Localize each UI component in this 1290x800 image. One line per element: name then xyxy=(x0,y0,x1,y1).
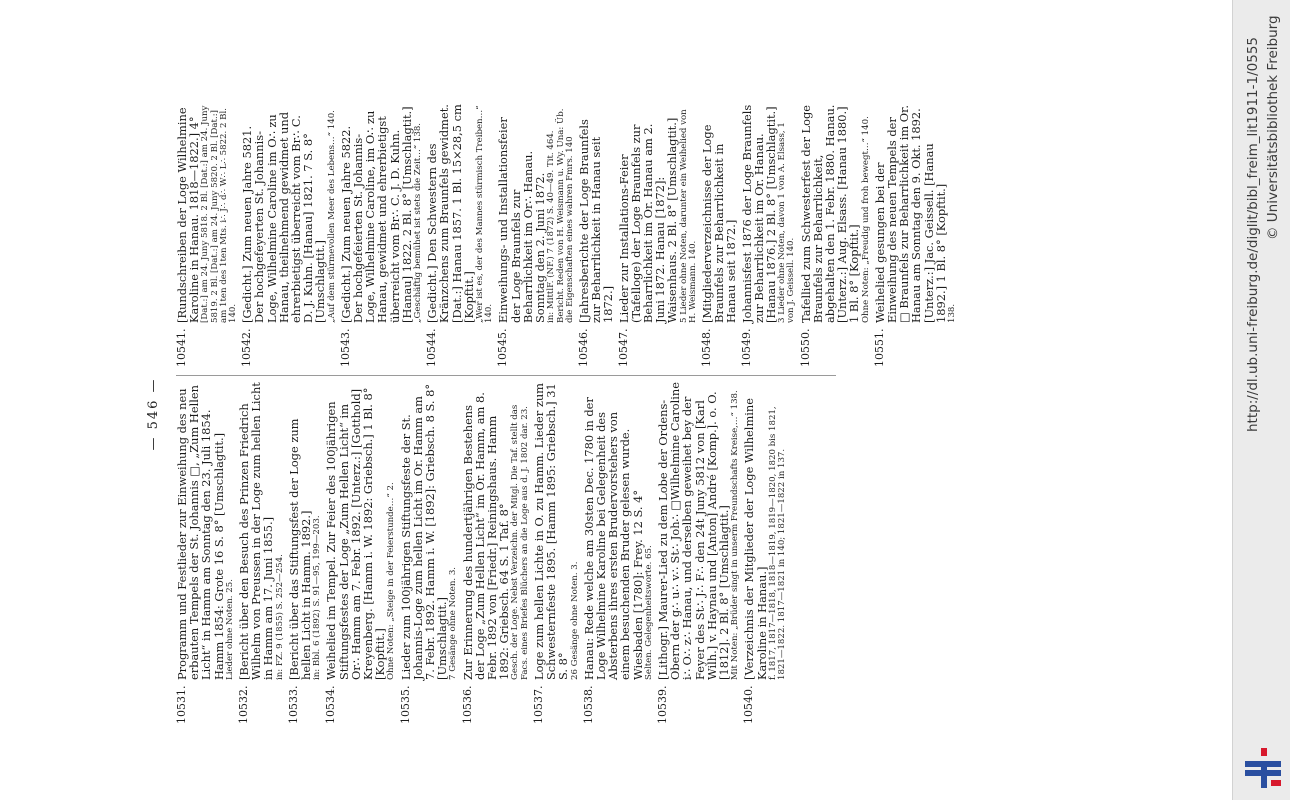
bibliography-entry xyxy=(874,104,957,367)
entry-text: [Gedicht.] Zum neuen Jahre 5822. Der hochgefeierten St. Johannis-Loge, Wilhelmine Caroline, im O∴ zu Hanau, gewidmet und ehrerbietigst überreicht vom Br∴ C. J. D. Kuhn. [Hanau] 1822. 2 Bl. 8° [Umschlagtit.] xyxy=(338,106,414,323)
bibliography-entry xyxy=(578,104,615,367)
entry-number: 10540. xyxy=(742,685,756,724)
permalink-url[interactable]: http://dl.ub.uni-freiburg.de/diglit/bibl_freim_lit1911-1/0555 xyxy=(1245,36,1261,432)
ub-freiburg-logo-icon[interactable] xyxy=(1241,748,1285,788)
entry-number: 10549. xyxy=(739,328,753,367)
bibliography-entry xyxy=(400,382,459,724)
entry-number: 10536. xyxy=(460,685,474,724)
bibliography-entry xyxy=(340,104,423,367)
bibliography-entry xyxy=(800,104,871,367)
bibliography-entry xyxy=(701,104,738,367)
entry-number: 10531. xyxy=(175,685,188,724)
entry-note: Lieder ohne Noten. 25. xyxy=(224,579,235,680)
entry-number: 10550. xyxy=(798,328,812,367)
entry-note: Mit Noten: „Brüder singt in unserm Freundschafts Kreise,…“ 138. xyxy=(730,390,741,680)
entry-number: 10539. xyxy=(655,685,669,724)
entry-text: Einweihungs- und Installationsfeier der Loge Braunfels zur Beharrlichkeit im Or∴ Hanau. Sonntag den 2. Juni 1872. xyxy=(496,117,548,323)
entry-number: 10535. xyxy=(398,685,412,724)
bibliography-entry xyxy=(288,382,323,724)
entry-text: [Bericht über den Besuch des Prinzen Friedrich Wilhelm von Preussen in der Loge zum hellen Licht in Hamm am 17. Juni 1855.] xyxy=(237,382,276,680)
entry-text: Tafellied zum Schwesterfest der Loge Braunfels zur Beharrlichkeit, abgehalten den 1. Febr. 1880. Hanau. [Unterz.:] Aug. Elsass. [Hanau 1880.] 1 Bl. 8° [Kopftit.] xyxy=(798,104,862,323)
entry-text: Zur Erinnerung des hundertjährigen Bestehens der Loge „Zum Hellen Licht“ im Or. Hamm, am 8. Febr. 1892 von [Friedr.] Reiningshaus. Hamm 1892: Griebsch. 64 S. 1 Taf. 8° xyxy=(460,392,512,680)
entry-text: [Lithogr.] Maurer-Lied zu dem Lobe der Ordens-Obern der g∴ u∴ v∴ St∴ Joh∴ □Wilhelmine Caroline i∴ O∴ z∴ Hanau, und derselben geweihet bey der Feyer des St∴ J∴ F∴ den 24t Juny 5812 von [Karl Wilh.] v. Haynau und [Anton] André [Komp.]. o. O. [1812]. 2 Bl. 8° [Umschlagtit.] xyxy=(655,381,731,680)
bibliography-entry xyxy=(176,382,235,724)
entry-number: 10545. xyxy=(496,328,510,367)
entry-note: Ohne Noten: „Steige in der Feierstunde…“ 2. xyxy=(386,482,397,680)
left-column xyxy=(176,382,790,724)
entry-text: Hanau: Rede welche am 30sten Dec. 1780 in der Loge Wilhelmine Karoline bei Gelegenheit des Absterbens ihres ersten Brudervorstehers von einem besuchenden Bruder gelesen wurde. Wiesbaden [1780]: Frey. 12 S. 4° xyxy=(581,397,645,680)
entry-text: Lieder zur Installations-Feier (Tafelloge) der Loge Braunfels zur Beharrlichkeit im Or. Hanau am 2. Juni 1872. Hanau [1872]: Waisenhaus. 2 Bl. 8° [Umschlagtit.] xyxy=(616,117,680,323)
entry-number: 10548. xyxy=(699,328,713,367)
column-divider xyxy=(176,375,836,376)
bibliography-entry xyxy=(618,104,698,367)
entry-text: Weihelied im Tempel. Zur Feier des 100jährigen Stiftungsfestes der Loge „Zum Hellen Licht“ im Or∴ Hamm am 7. Febr. 1892. [Unterz.:] [Gotthold] Kreyenberg. [Hamm i. W. 1892: Griebsch.] 1 Bl. 8° [Kopftit.] xyxy=(324,387,388,680)
entry-note: in: Bbl. 6 (1892) S. 91—95, 199—203. xyxy=(312,515,323,680)
bibliography-entry xyxy=(583,382,654,724)
entry-number: 10542. xyxy=(240,328,254,367)
entry-note: „Wer ist es, der des Mannes stürmisch Treiben…“ 140. xyxy=(475,105,495,323)
entry-note: [Dat.:] am 24. Juny 5818. 2 Bl. [Dat.:] am 24. Juny 5819. 2 Bl. [Dat.:] am 24. Juny 5820. 2 Bl. [Dat.:] am 1ten des 1ten Mts. i∴ J∴ d∴ W∴ L∴ 5822. 2 Bl. 140. xyxy=(200,105,239,323)
bibliography-entry xyxy=(238,382,285,724)
entry-text: Loge zum hellen Lichte in O. zu Hamm. Lieder zum Schwesternfeste 1895. [Hamm 1895: Griebsch.] 31 S. 8° xyxy=(531,383,571,680)
entry-note: 138. xyxy=(947,303,957,323)
bibliography-entry xyxy=(533,382,580,724)
logo-bar-blue-stem xyxy=(1261,761,1267,788)
entry-note: in: MittlF. (NF.) 7 (1872) S. 40—49. Tit. 464. Bericht. Reden von H. Weismann u. Wy. Una: Üb. die Eigenschaften eines wahren Fmrs. 140 xyxy=(546,108,575,323)
bibliography-entry xyxy=(462,382,530,724)
bibliography-entry xyxy=(426,104,494,367)
entry-note: 7 Gesänge ohne Noten. 3. xyxy=(448,566,459,680)
entry-text: [Jahresberichte der Loge Braunfels zur Beharrlichkeit in Hanau seit 1872.] xyxy=(576,119,616,323)
entry-text: [Mitgliederverzeichnisse der Loge Braunfels zur Beharrlichkeit in Hanau seit 1872.] xyxy=(699,124,739,323)
copyright-notice: © Universitätsbibliothek Freiburg xyxy=(1265,15,1281,240)
entry-number: 10538. xyxy=(581,685,595,724)
entry-note: 26 Gesänge ohne Noten. 3. xyxy=(569,561,580,680)
page-number: — 546 — xyxy=(146,377,161,451)
entry-number: 10537. xyxy=(531,685,545,724)
entry-text: [Gedicht.] Den Schwestern des Kränzchens zum Braunfels gewidmet. [Dat.:] Hanau 1857. 1 Bl. 15×28,5 cm [Kopftit.] xyxy=(425,104,476,323)
entry-number: 10532. xyxy=(237,685,251,724)
entry-text: [Gedicht.] Zum neuen Jahre 5821. Der hochgefeyerten St. Johannis-Loge, Wilhelmine Caroline im O∴ zu Hanau, theilnehmend gewidmet und ehrerbietigst überreicht vom Br∴ C. D. J. Kuhn. [Hanau] 1821. 7 S. 8° [Umschlagtit.] xyxy=(240,112,328,323)
bibliography-entry xyxy=(241,104,337,367)
scanned-page xyxy=(146,104,957,724)
entry-number: 10547. xyxy=(616,328,630,367)
logo-bar-red-top xyxy=(1261,748,1267,756)
entry-note: 5 Lieder ohne Noten, darunter ein Weihelied von H. Weismann. 140. xyxy=(678,109,698,323)
entry-text: [Rundschreiben der Loge Wilhelmine Karoline in Hanau. 1818—1822.] 4° xyxy=(175,107,202,323)
entry-text: Lieder zum 100jährigen Stiftungsfeste der St. Johannis-Loge zum hellen Licht im Or. Hamm am 7. Febr. 1892. Hamm i. W. [1892]: Griebsch. 8 S. 8° [Umschlagtit.] xyxy=(398,383,450,680)
entry-number: 10544. xyxy=(425,328,439,367)
bibliography-entry xyxy=(325,382,396,724)
entry-text: Programm und Festlieder zur Einweihung des neu erbauten Tempels der St. Johannis □, „Zum Hellen Licht“ in Hamm am Sonntag den 23. Juli 1854. Hamm 1854: Grote 16 S. 8° [Umschlagtit.] xyxy=(175,385,226,680)
bibliography-entry xyxy=(741,104,797,367)
entry-text: Johannisfest 1876 der Loge Braunfels zur Beharrlichkeit im Or. Hanau. [Hanau 1876.] 2 Bl. 8° [Umschlagtit.] xyxy=(739,104,778,323)
logo-bar-red-side xyxy=(1271,780,1281,786)
entry-number: 10533. xyxy=(286,685,300,724)
bibliography-entry xyxy=(657,382,740,724)
entry-number: 10543. xyxy=(338,328,352,367)
entry-note: „Auf dem stürmevollen Meer des Lebens…“ 140. xyxy=(326,110,337,323)
entry-note: Ohne Noten: „Freudig und froh bewegt…“ 140. xyxy=(860,116,871,323)
bibliography-entry xyxy=(743,382,787,724)
entry-note: in: FZ. 9 (1855) S. 252—254. xyxy=(274,554,285,680)
entry-note: Gesch. der Loge. Nebst Verzeichn. der Mitgl. Die Taf. stellt das Facs. eines Briefes Blüchers an die Loge aus d. J. 1802 dar. 23. xyxy=(510,404,530,680)
entry-number: 10534. xyxy=(324,685,338,724)
entry-text: [Verzeichnis der Mitglieder der Loge Wilhelmine Karoline in Hanau.] xyxy=(742,398,769,680)
entry-number: 10541. xyxy=(175,328,188,367)
entry-note: „Geschäftig bemühet ist stets die Zeit…“ 138. xyxy=(413,122,424,323)
bibliography-entry xyxy=(176,104,238,367)
entry-text: Weihelied gesungen bei der Einweihung des neuen Tempels der □ Braunfels zur Beharrlichkeit im Or. Hanau am Sonntag den 9. Okt. 1892. [Unterz.:] Jac. Geissell. [Hanau 1892.] 1 Bl. 8° [Kopftit.] xyxy=(872,105,948,323)
entry-note: Selten. Gelegenheitsworte. 65. xyxy=(643,545,654,680)
viewer-sidebar xyxy=(1232,0,1290,800)
entry-number: 10551. xyxy=(872,328,886,367)
entry-number: 10546. xyxy=(576,328,590,367)
entry-note: f. 1817, 1817—1818, 1818—1819, 1819—1820, 1820 bis 1821, 1821—1822. 1817—1821 in 140; 1821—1822 in 137. xyxy=(767,406,787,680)
entry-note: 3 Lieder ohne Noten, davon 1 von A. Elsass, 1 von J. Geissell. 140. xyxy=(777,122,797,323)
entry-text: [Bericht über das Stiftungsfest der Loge zum hellen Licht in Hamm. 1892.] xyxy=(286,418,314,680)
right-column xyxy=(176,104,960,367)
bibliography-entry xyxy=(497,104,574,367)
